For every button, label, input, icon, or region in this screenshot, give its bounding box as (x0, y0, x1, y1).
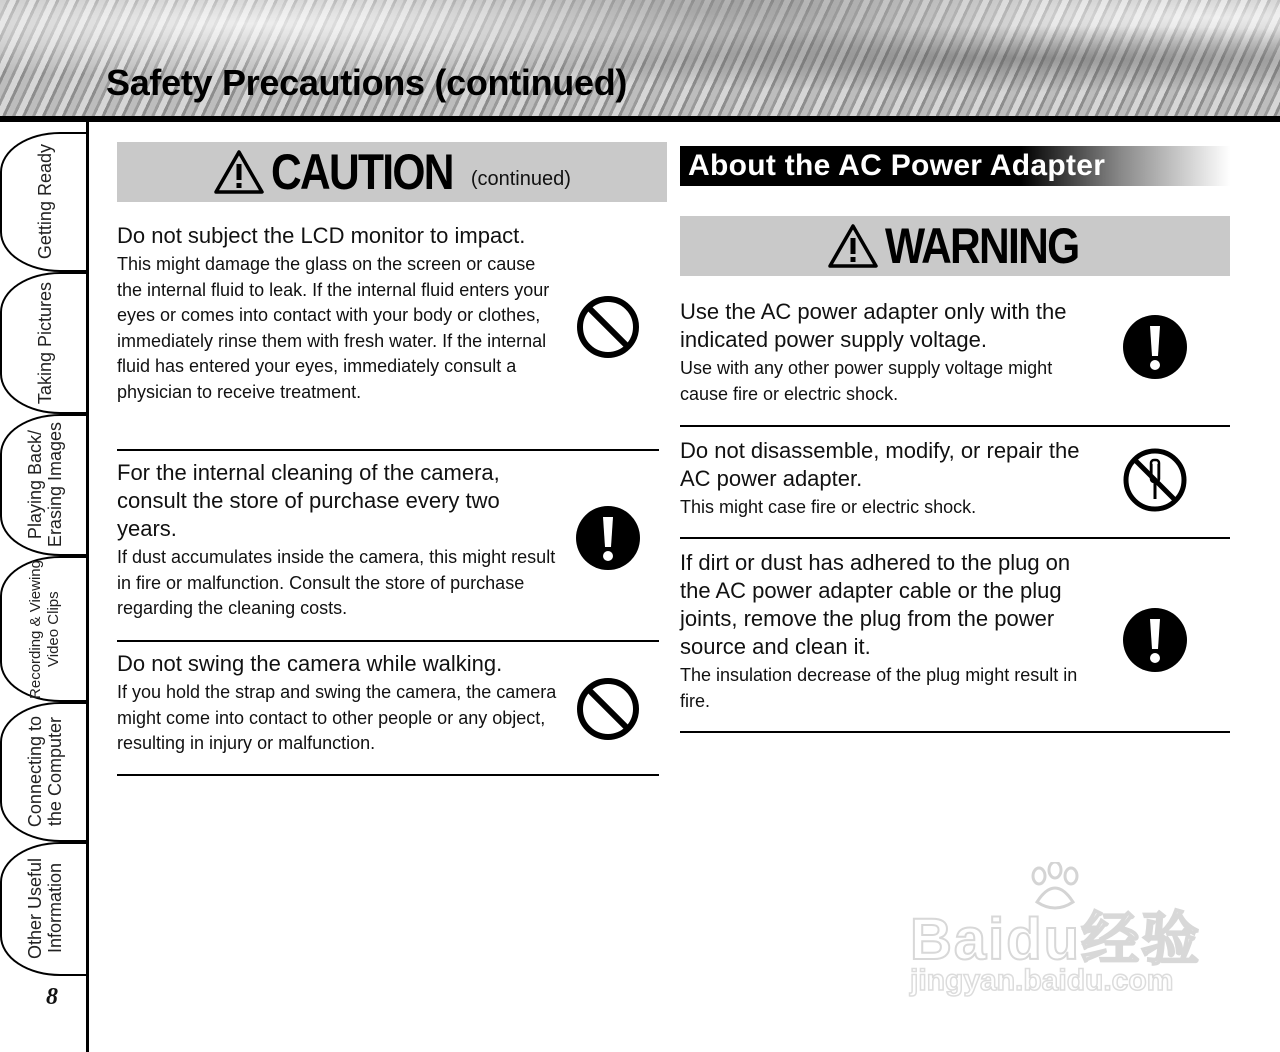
prohibition-icon (575, 676, 641, 742)
section-title: About the AC Power Adapter (680, 146, 1230, 186)
mandatory-action-icon (1122, 314, 1188, 380)
tab-label: Playing Back/ Erasing Images (25, 422, 65, 548)
item-heading: For the internal cleaning of the camera, consult the store of purchase every two years. (117, 460, 500, 541)
mandatory-action-icon (575, 505, 641, 571)
item-heading: Do not subject the LCD monitor to impact. (117, 223, 526, 248)
tab-label: Other Useful Information (25, 858, 65, 960)
tab-label: Connecting to the Computer (25, 716, 65, 828)
page-number: 8 (46, 984, 58, 1010)
caution-item (117, 459, 659, 642)
mandatory-action-icon (1122, 607, 1188, 673)
no-disassembly-icon (1122, 447, 1188, 513)
item-heading: Do not swing the camera while walking. (117, 651, 503, 676)
tab-taking-pictures[interactable] (0, 272, 86, 414)
warning-item (680, 437, 1230, 539)
tab-video-clips[interactable] (0, 556, 86, 702)
watermark-brand: Baidu经验 (910, 907, 1202, 972)
item-body: Use with any other power supply voltage might cause fire or electric shock. (680, 358, 1053, 404)
caution-label: CAUTION (271, 144, 453, 200)
item-heading: Do not disassemble, modify, or repair the AC power adapter. (680, 438, 1080, 491)
tab-connecting-computer[interactable] (0, 702, 86, 842)
tab-other-info[interactable] (0, 842, 86, 976)
tab-label: Getting Ready (35, 144, 55, 260)
item-heading: Use the AC power adapter only with the indicated power supply voltage. (680, 299, 1067, 352)
warning-label: WARNING (885, 218, 1079, 274)
item-heading: If dirt or dust has adhered to the plug on the AC power adapter cable or the plug joints, remove the plug from the power source and clean it. (680, 550, 1071, 659)
tab-getting-ready[interactable] (0, 132, 86, 272)
caution-banner (117, 142, 667, 202)
item-body: If dust accumulates inside the camera, this might result in fire or malfunction. Consult the store of purchase regarding the cleaning costs. (117, 547, 556, 618)
item-body: This might case fire or electric shock. (680, 497, 977, 517)
caution-item (117, 650, 659, 776)
warning-item (680, 298, 1230, 427)
header-rule (0, 116, 1280, 122)
tab-playing-back[interactable] (0, 414, 86, 556)
tab-label: Recording & Viewing Video Clips (27, 559, 62, 699)
watermark-url: jingyan.baidu.com (910, 964, 1174, 997)
warning-triangle-icon (213, 149, 265, 195)
caution-note: (continued) (470, 167, 571, 190)
warning-banner (680, 216, 1230, 276)
warning-triangle-icon (827, 223, 879, 269)
tab-label: Taking Pictures (35, 281, 55, 405)
warning-item (680, 549, 1230, 733)
caution-item (117, 222, 659, 451)
prohibition-icon (575, 294, 641, 360)
watermark (905, 862, 1205, 1002)
side-rule (86, 122, 89, 1052)
item-body: The insulation decrease of the plug might result in fire. (680, 665, 1078, 711)
page-title: Safety Precautions (continued) (106, 62, 628, 103)
item-body: This might damage the glass on the screen or cause the internal fluid to leak. If the internal fluid enters your eyes or comes into contact with your body or clothes, immediately rinse them with fresh water. If the internal fluid has entered your eyes, immediately consult a physician to receive treatment. (117, 254, 550, 402)
item-body: If you hold the strap and swing the camera, the camera might come into contact to other people or any object, resulting in injury or malfunction. (117, 682, 557, 753)
